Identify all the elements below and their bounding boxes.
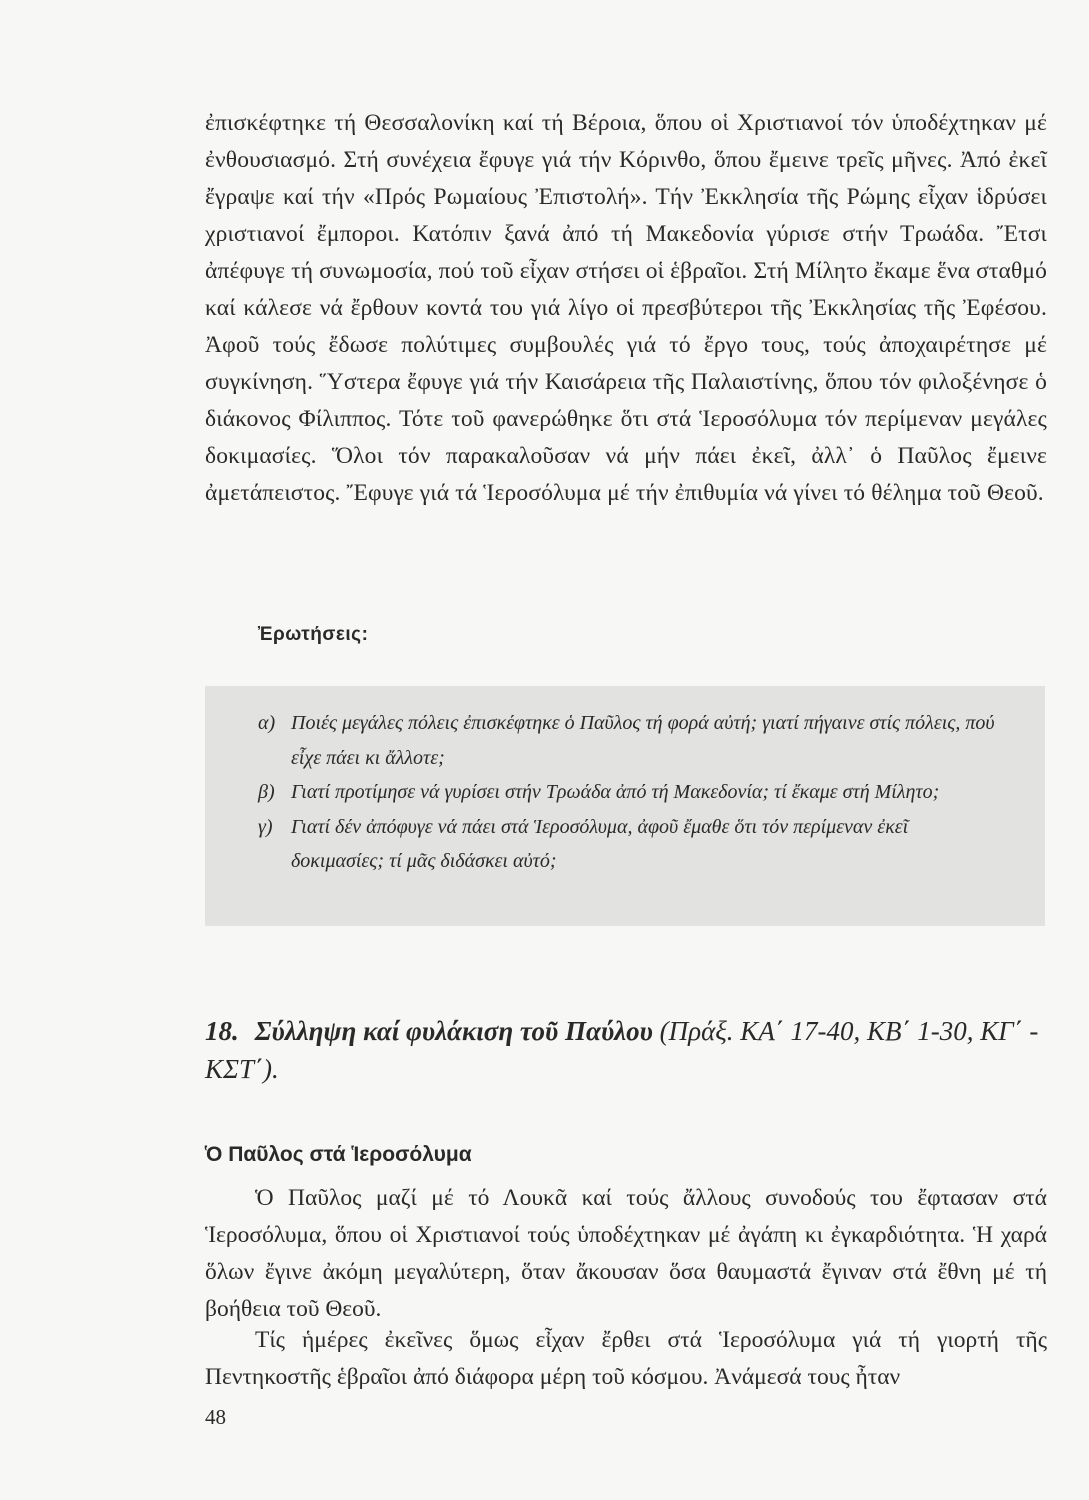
question-text: Ποιές μεγάλες πόλεις ἐπισκέφτηκε ὁ Παῦλος τή φορά αὐτή; γιατί πήγαινε στίς πόλεις, πού εἶχε πάει κι ἄλλοτε;: [291, 712, 995, 769]
question-letter: α): [258, 712, 276, 734]
question-item: [258, 775, 998, 810]
section-title: Σύλληψη καί φυλάκιση τοῦ Παύλου: [254, 1016, 653, 1046]
question-item: [258, 810, 998, 879]
question-letter: γ): [258, 815, 273, 838]
question-letter: β): [258, 781, 275, 803]
question-item: [258, 706, 998, 775]
section-reference: (Πράξ. ΚΑ΄ 17-40, ΚΒ΄ 1-30, ΚΓ΄ - ΚΣΤ΄).: [205, 1016, 1039, 1084]
question-text: Γιατί προτίμησε νά γυρίσει στήν Τρωάδα ἀπό τή Μακεδονία; τί ἔκαμε στή Μίλητο;: [291, 781, 940, 803]
question-text: Γιατί δέν ἀπόφυγε νά πάει στά Ἱεροσόλυμα, ἀφοῦ ἔμαθε ὅτι τόν περίμεναν ἐκεῖ δοκιμασίες; τί μᾶς διδάσκει αὐτό;: [291, 815, 909, 872]
subheading: Ὁ Παῦλος στά Ἱεροσόλυμα: [205, 1143, 472, 1166]
paragraph-body: Ὁ Παῦλος μαζί μέ τό Λουκᾶ καί τούς ἄλλους συνοδούς του ἔφτασαν στά Ἱεροσόλυμα, ὅπου οἱ Χριστιανοί τούς ὑποδέχτηκαν μέ ἀγάπη κι ἐγκαρδιότητα. Ἡ χαρά ὅλων ἔγινε ἀκόμη μεγαλύτερη, ὅταν ἄκουσαν ὅσα θαυμαστά ἔγιναν στά ἔθνη μέ τή βοήθεια τοῦ Θεοῦ.: [205, 1185, 1047, 1322]
questions-list: [258, 706, 998, 879]
paragraph-body: Τίς ἡμέρες ἐκεῖνες ὅμως εἶχαν ἔρθει στά Ἱεροσόλυμα γιά τή γιορτή τῆς Πεντηκοστῆς ἑβραῖοι ἀπό διάφορα μέρη τοῦ κόσμου. Ἀνάμεσά τους ἦταν: [205, 1327, 1047, 1390]
page-number: 48: [205, 1405, 226, 1429]
section-heading: [205, 1012, 1055, 1088]
paragraph-continuation: ἐπισκέφτηκε τή Θεσσαλονίκη καί τή Βέροια, ὅπου οἱ Χριστιανοί τόν ὑποδέχτηκαν μέ ἐνθουσιασμό. Στή συνέχεια ἔφυγε γιά τήν Κόρινθο, ὅπου ἔμεινε τρεῖς μῆνες. Ἀπό ἐκεῖ ἔγραψε καί τήν «Πρός Ρωμαίους Ἐπιστολή». Τήν Ἐκκλησία τῆς Ρώμης εἶχαν ἱδρύσει χριστιανοί ἔμποροι. Κατόπιν ξανά ἀπό τή Μακεδονία γύρισε στήν Τρωάδα. Ἔτσι ἀπέφυγε τή συνωμοσία, πού τοῦ εἶχαν στήσει οἱ ἑβραῖοι. Στή Μίλητο ἔκαμε ἕνα σταθμό καί κάλεσε νά ἔρθουν κοντά του γιά λίγο οἱ πρεσβύτεροι τῆς Ἐκκλησίας τῆς Ἐφέσου. Ἀφοῦ τούς ἔδωσε πολύτιμες συμβουλές γιά τό ἔργο τους, τούς ἀποχαιρέτησε μέ συγκίνηση. Ὕστερα ἔφυγε γιά τήν Καισάρεια τῆς Παλαιστίνης, ὅπου τόν φιλοξένησε ὁ διάκονος Φίλιππος. Τότε τοῦ φανερώθηκε ὅτι στά Ἱεροσόλυμα τόν περίμεναν μεγάλες δοκιμασίες. Ὅλοι τόν παρακαλοῦσαν νά μήν πάει ἐκεῖ, ἀλλ᾽ ὁ Παῦλος ἔμεινε ἀμετάπειστος. Ἔφυγε γιά τά Ἱεροσόλυμα μέ τήν ἐπιθυμία νά γίνει τό θέλημα τοῦ Θεοῦ.: [205, 110, 1048, 506]
questions-heading: Ἐρωτήσεις:: [258, 624, 369, 645]
section-number: 18.: [205, 1016, 239, 1046]
